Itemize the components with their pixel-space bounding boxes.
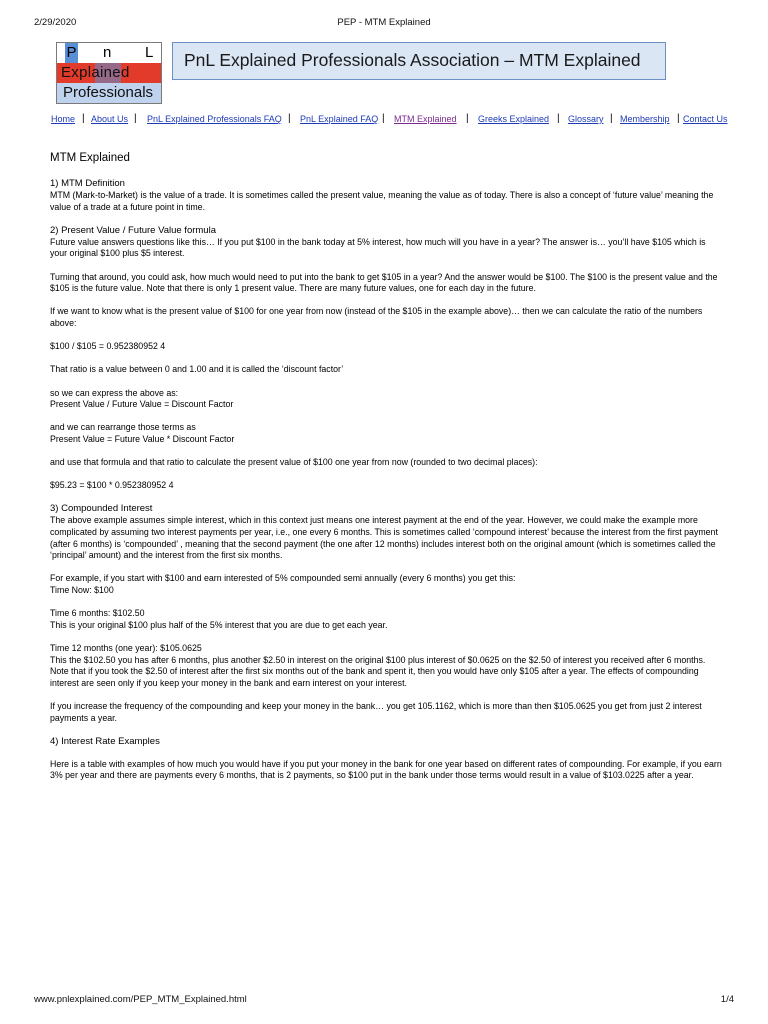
- text-line: Time 6 months: $102.50: [50, 608, 145, 619]
- nav-link-contact-us[interactable]: Contact Us: [683, 114, 728, 124]
- nav-link-about-us[interactable]: About Us: [91, 114, 129, 124]
- nav-separator: |: [134, 113, 137, 124]
- nav-link-greeks-explained[interactable]: Greeks Explained: [478, 114, 550, 124]
- text-line: Time Now: $100: [50, 585, 114, 595]
- page-title: MTM Explained: [50, 152, 130, 164]
- section-heading-compounded-interest: 3) Compounded Interest: [50, 503, 153, 515]
- nav-link-membership[interactable]: Membership: [620, 114, 670, 124]
- paragraph: [50, 573, 722, 596]
- print-date: 2/29/2020: [34, 17, 77, 28]
- logo-row-2: [57, 63, 161, 83]
- nav-separator: |: [557, 113, 560, 124]
- text-line: Time 12 months (one year): $105.0625: [50, 642, 202, 653]
- title-banner: [172, 42, 666, 80]
- pnl-logo: [56, 42, 162, 104]
- paragraph: Future value answers questions like this… If you put $100 in the bank today at 5% interest, how much will you have in a year? The answer is… you’ll have $105 which is your original $100 plus $5 interest.: [50, 236, 706, 259]
- paragraph: [50, 608, 722, 631]
- paragraph: If we want to know what is the present value of $100 for one year from now (instead of the $105 in the example above)… then we can calculate the ratio of the numbers above:: [50, 306, 703, 328]
- nav-separator: |: [677, 113, 680, 124]
- section-heading-pv-fv-formula: 2) Present Value / Future Value formula: [50, 224, 216, 236]
- paragraph: Here is a table with examples of how much you would have if you put your money in the bank for one year based on different rates of compounding. For example, if you earn 3% per year and there are payments every 6 months, that is 2 payments, so $100 put in the bank under those terms would result in a value of $103.0225 after a year.: [50, 758, 722, 781]
- logo-explained: Explained: [61, 64, 130, 81]
- logo-row-1: [57, 43, 161, 63]
- logo-professionals: Professionals: [63, 84, 154, 101]
- print-title: PEP - MTM Explained: [337, 17, 431, 28]
- paragraph: [50, 422, 722, 445]
- text-line: so we can express the above as:: [50, 387, 179, 398]
- section-heading-mtm-definition: 1) MTM Definition: [50, 178, 125, 189]
- section-heading-interest-rate-examples: 4) Interest Rate Examples: [50, 735, 160, 747]
- nav-link-glossary[interactable]: Glossary: [568, 114, 604, 124]
- formula-result: $95.23 = $100 * 0.952380952 4: [50, 480, 174, 491]
- print-url: www.pnlexplained.com/PEP_MTM_Explained.html: [34, 994, 247, 1005]
- print-footer: [34, 994, 734, 1006]
- logo-letter-n: n: [103, 44, 112, 61]
- nav-separator: |: [466, 113, 469, 124]
- nav-separator: |: [288, 113, 291, 124]
- formula-discount-factor: Present Value / Future Value = Discount Factor: [50, 399, 234, 410]
- paragraph: If you increase the frequency of the compounding and keep your money in the bank… you get 105.1162, which is more than then $105.0625 you get from just 2 interest payments a year.: [50, 700, 702, 723]
- page-number: 1/4: [720, 994, 734, 1005]
- nav-link-mtm-explained[interactable]: MTM Explained: [394, 114, 457, 124]
- logo-row-3: [57, 83, 161, 103]
- paragraph: [50, 643, 722, 689]
- paragraph: The above example assumes simple interest, which in this context just means one interest payment at the end of the year. However, we could make the example more complicated by assuming two interest payments per year, i.e., one every 6 months. This is sometimes called ‘compound interest’ because the interest from the first payment (after 6 months) is ‘compounded’ , meaning that the second payment (the one after 12 months) includes interest both on the original amount (which is sometimes called the ‘principal’ amount) and the interest from the first six months.: [50, 515, 718, 561]
- paragraph: MTM (Mark-to-Market) is the value of a trade. It is sometimes called the present value, meaning the value as of today. There is also a concept of ‘future value’ meaning the value of a trade at a future point in time.: [50, 190, 714, 212]
- text-line: and we can rearrange those terms as: [50, 422, 196, 433]
- text-line: This is your original $100 plus half of the 5% interest that you are due to get each year.: [50, 619, 388, 630]
- nav-separator: |: [82, 113, 85, 124]
- logo-letter-p: P: [66, 44, 77, 61]
- paragraph: and use that formula and that ratio to calculate the present value of $100 one year from now (rounded to two decimal places):: [50, 457, 538, 468]
- article-content: [50, 152, 722, 794]
- logo-letter-l: L: [145, 44, 154, 61]
- text-line: This the $102.50 you has after 6 months, plus another $2.50 in interest on the original $100 plus interest of $0.0625 on the $2.50 of interest you received after 6 months. Note that if you took the $2.50 of interest after the first six months out of the bank and spent it, then you would have only $105 after a year. The effects of compounding interest are seen only if you keep your money in the bank and earn interest on your interest.: [50, 654, 706, 688]
- nav-link-pnl-faq[interactable]: PnL Explained FAQ: [300, 114, 379, 124]
- banner-title: PnL Explained Professionals Association – MTM Explained: [184, 50, 641, 70]
- print-header: [34, 17, 734, 29]
- formula-ratio: $100 / $105 = 0.952380952 4: [50, 341, 166, 352]
- paragraph: [50, 388, 722, 411]
- text-line: For example, if you start with $100 and earn interested of 5% compounded semi annually (every 6 months) you get this:: [50, 573, 516, 584]
- nav-separator: |: [610, 113, 613, 124]
- nav-link-pep-faq[interactable]: PnL Explained Professionals FAQ: [147, 114, 282, 124]
- nav-separator: |: [382, 113, 385, 124]
- nav-link-home[interactable]: Home: [51, 114, 76, 124]
- paragraph: That ratio is a value between 0 and 1.00 and it is called the ‘discount factor’: [50, 364, 344, 375]
- paragraph: Turning that around, you could ask, how much would need to put into the bank to get $105 in a year? And the answer would be $100. The $100 is the present value and the $105 is the future value. Note that there is only 1 present value. There are many future values, one for each day in the future.: [50, 271, 718, 294]
- formula-present-value: Present Value = Future Value * Discount Factor: [50, 433, 235, 444]
- nav-bar: [48, 114, 738, 128]
